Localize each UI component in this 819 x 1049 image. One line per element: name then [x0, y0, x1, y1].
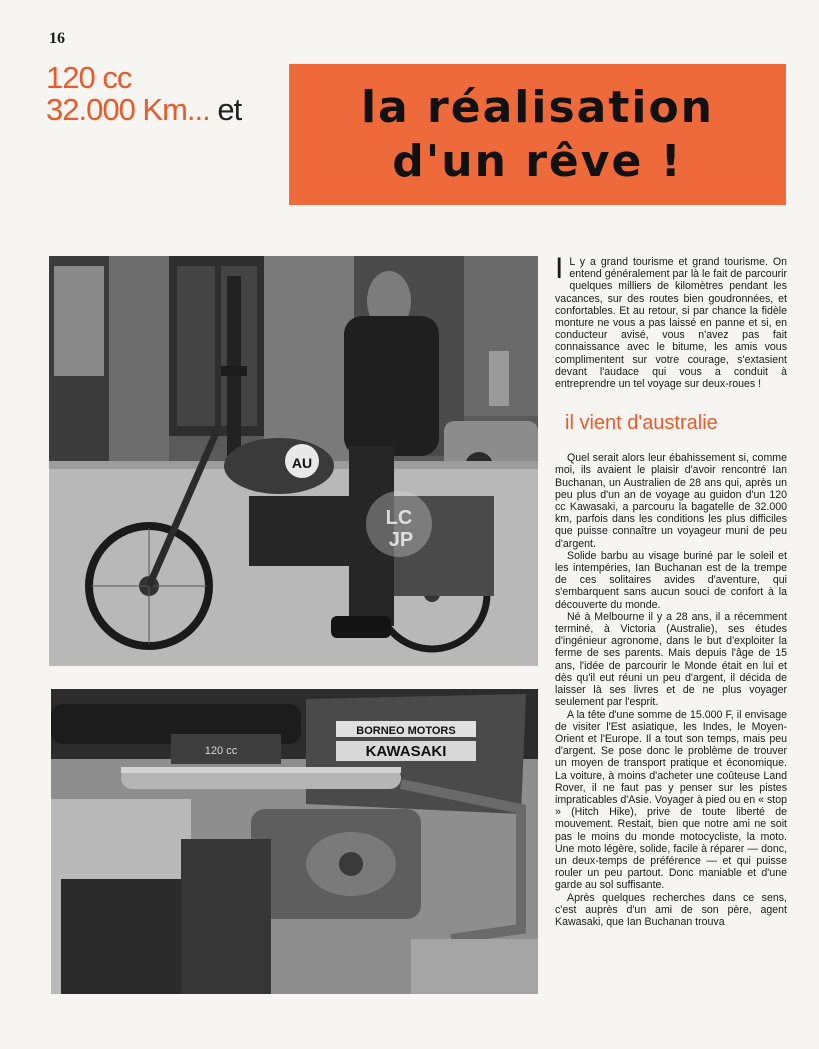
article-column	[555, 252, 787, 928]
kicker-distance: 32.000 Km...	[46, 92, 210, 127]
title-band	[289, 64, 786, 205]
intro-text: L y a grand tourisme et grand tourisme. On entend généralement par là le fait de parcourir quelques milliers de kilomètres pendant les vacances, sur des routes bien goudronnées, et confortables. Et au retour, si par chance la fidèle monture ne vous a pas laissé en panne et si, en conducteur avisé, vous n'avez pas fait connaissance avec le bitume, les amis vous complimentent sur votre courage, s'extasient devant l'audace qui vous a conduit à entreprendre un tel voyage sur deux-roues !	[555, 256, 787, 391]
watermark-line-2: JP	[388, 529, 414, 551]
kicker-conjunction: et	[209, 92, 242, 127]
subhead: il vient d'australie	[565, 412, 718, 435]
title-line-1: la réalisation	[360, 81, 715, 133]
kicker	[46, 62, 241, 126]
page-number: 16	[49, 30, 65, 47]
intro-paragraph	[555, 252, 787, 391]
paragraph-2: Solide barbu au visage buriné par le soleil et les intempéries, Ian Buchanan est de la trempe de ces solitaires avides d'aventure, qui s'embarquent sans aucun souci de confort à la découverte du monde.	[555, 549, 787, 611]
paragraph-4: A la tête d'une somme de 15.000 F, il envisage de visiter l'Est asiatique, les Indes, le Moyen-Orient et l'Europe. Il a tout son temps, mais peu d'argent. Se pose donc le problème de trouver un moyen de transport pratique et économique. La voiture, à moins d'acheter une coûteuse Land Rover, il ne faut pas y penser sur les pistes impraticables d'Asie. Voyager à pied ou en « stop » (Hitch Hike), prive de toute liberté de mouvement. Restait, bien que notre ami ne soit pas le moins du monde motocycliste, la moto. Une moto légère, solide, facile à réparer — donc, un deux-temps de préférence — et qui puisse rouler un peu partout. Donc maniable et d'une garde au sol suffisante.	[555, 708, 787, 892]
photo-engine-closeup	[51, 689, 538, 994]
photo-engine-svg	[51, 689, 538, 994]
brand-text: KAWASAKI	[365, 743, 447, 760]
paragraph-1: Quel serait alors leur ébahissement si, comme moi, ils avaient le plaisir d'avoir rencontré Ian Buchanan, un Australien de 28 ans qui, après un peu plus d'un an de voyage au guidon d'un 120 cc Kawasaki, a parcouru la bagatelle de 32.000 km, parfois dans les conditions les plus difficiles que puisse connaître un voyageur muni de peu d'argent.	[555, 452, 787, 550]
plate-text: AU	[291, 455, 313, 471]
photo-rider-on-motorcycle	[49, 256, 538, 666]
title-line-2: d'un rêve !	[392, 135, 683, 187]
kicker-line-1: 120 cc	[46, 60, 132, 95]
engine-label: 120 cc	[204, 745, 238, 757]
paragraph-5: Après quelques recherches dans ce sens, c'est auprès d'un ami de son père, agent Kawasaki, que Ian Buchanan trouva	[555, 891, 787, 928]
photo-rider-svg	[49, 256, 538, 666]
paragraph-3: Né à Melbourne il y a 28 ans, il a récemment terminé, à Victoria (Australie), ses études d'ingénieur agronome, dans le but d'exploiter la ferme de ses parents. Mais depuis l'âge de 15 ans, l'idée de parcourir le Monde était en lui et dès qu'il eut réuni un peu d'argent, il décida de laisser là ses livres et de ne plus voyager seulement par l'esprit.	[555, 610, 787, 709]
sticker-text: BORNEO MOTORS	[356, 725, 456, 737]
watermark-line-1: LC	[385, 507, 413, 529]
dropcap: I	[555, 252, 564, 285]
